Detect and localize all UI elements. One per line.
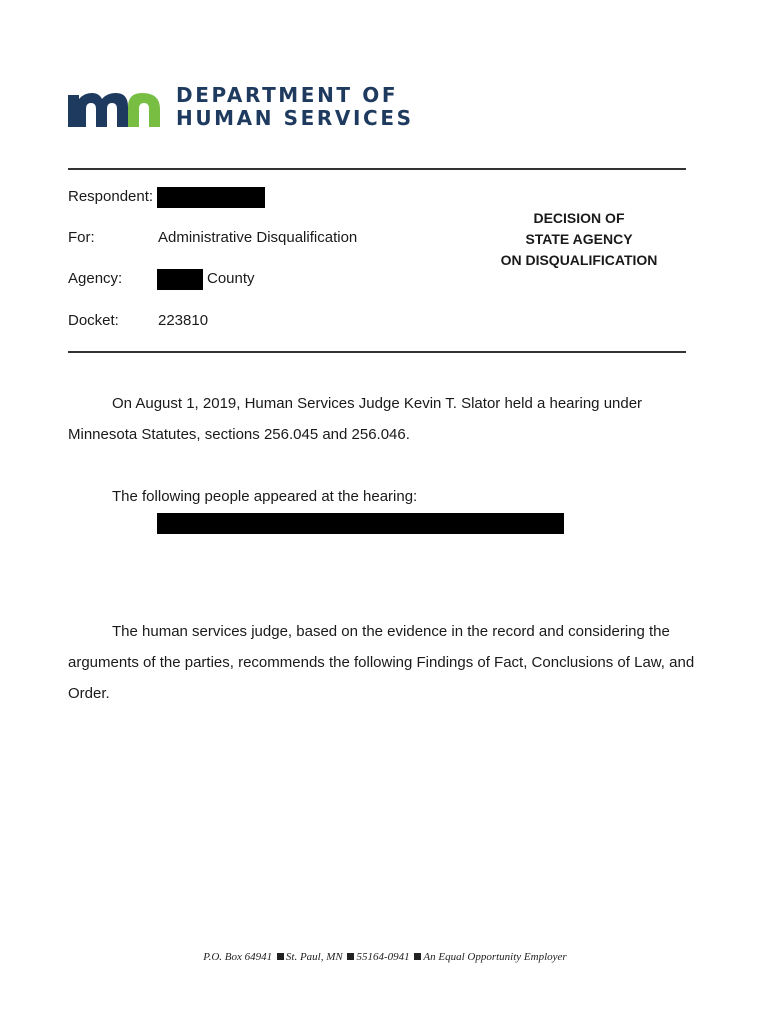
docket-label: Docket: [68, 312, 119, 329]
agency-value: County [207, 270, 255, 287]
decision-title [490, 208, 668, 271]
bottom-divider [68, 351, 686, 353]
footer-po-box: P.O. Box 64941 [203, 951, 273, 963]
docket-value: 223810 [158, 312, 209, 329]
top-divider [68, 168, 686, 170]
for-label: For: [68, 229, 95, 246]
footer-eoe: An Equal Opportunity Employer [423, 951, 567, 963]
footer-city: St. Paul, MN [285, 951, 343, 963]
department-name-line2: HUMAN SERVICES [176, 106, 414, 130]
recommendation-paragraph-text: The human services judge, based on the evidence in the record and considering the arguments of the parties, recommends the following Findings of Fact, Conclusions of Law, and Order. [68, 623, 695, 702]
appearances-paragraph-text: The following people appeared at the hearing: [112, 488, 418, 505]
for-value: Administrative Disqualification [158, 229, 358, 246]
respondent-redaction [157, 187, 265, 208]
agency-label: Agency: [68, 270, 123, 287]
page-footer [0, 951, 770, 963]
hearing-paragraph-text: On August 1, 2019, Human Services Judge Kevin T. Slator held a hearing under Minnesota Statutes, sections 256.045 and 256.046. [68, 395, 643, 443]
square-bullet-icon [277, 953, 284, 960]
appearances-redaction [157, 513, 564, 534]
appearances-paragraph [68, 481, 708, 512]
square-bullet-icon [347, 953, 354, 960]
decision-title-line2: STATE AGENCY [525, 231, 633, 247]
mn-logo-mark [66, 83, 162, 129]
department-name-line1: DEPARTMENT OF [176, 83, 399, 107]
department-name [176, 84, 414, 130]
footer-zip: 55164-0941 [356, 951, 410, 963]
respondent-label: Respondent: [68, 188, 154, 205]
mn-logo [66, 82, 162, 130]
recommendation-paragraph [68, 616, 708, 709]
hearing-paragraph [68, 388, 708, 450]
decision-title-line1: DECISION OF [533, 210, 625, 226]
agency-redaction [157, 269, 203, 290]
decision-title-line3: ON DISQUALIFICATION [500, 252, 658, 268]
square-bullet-icon [414, 953, 421, 960]
